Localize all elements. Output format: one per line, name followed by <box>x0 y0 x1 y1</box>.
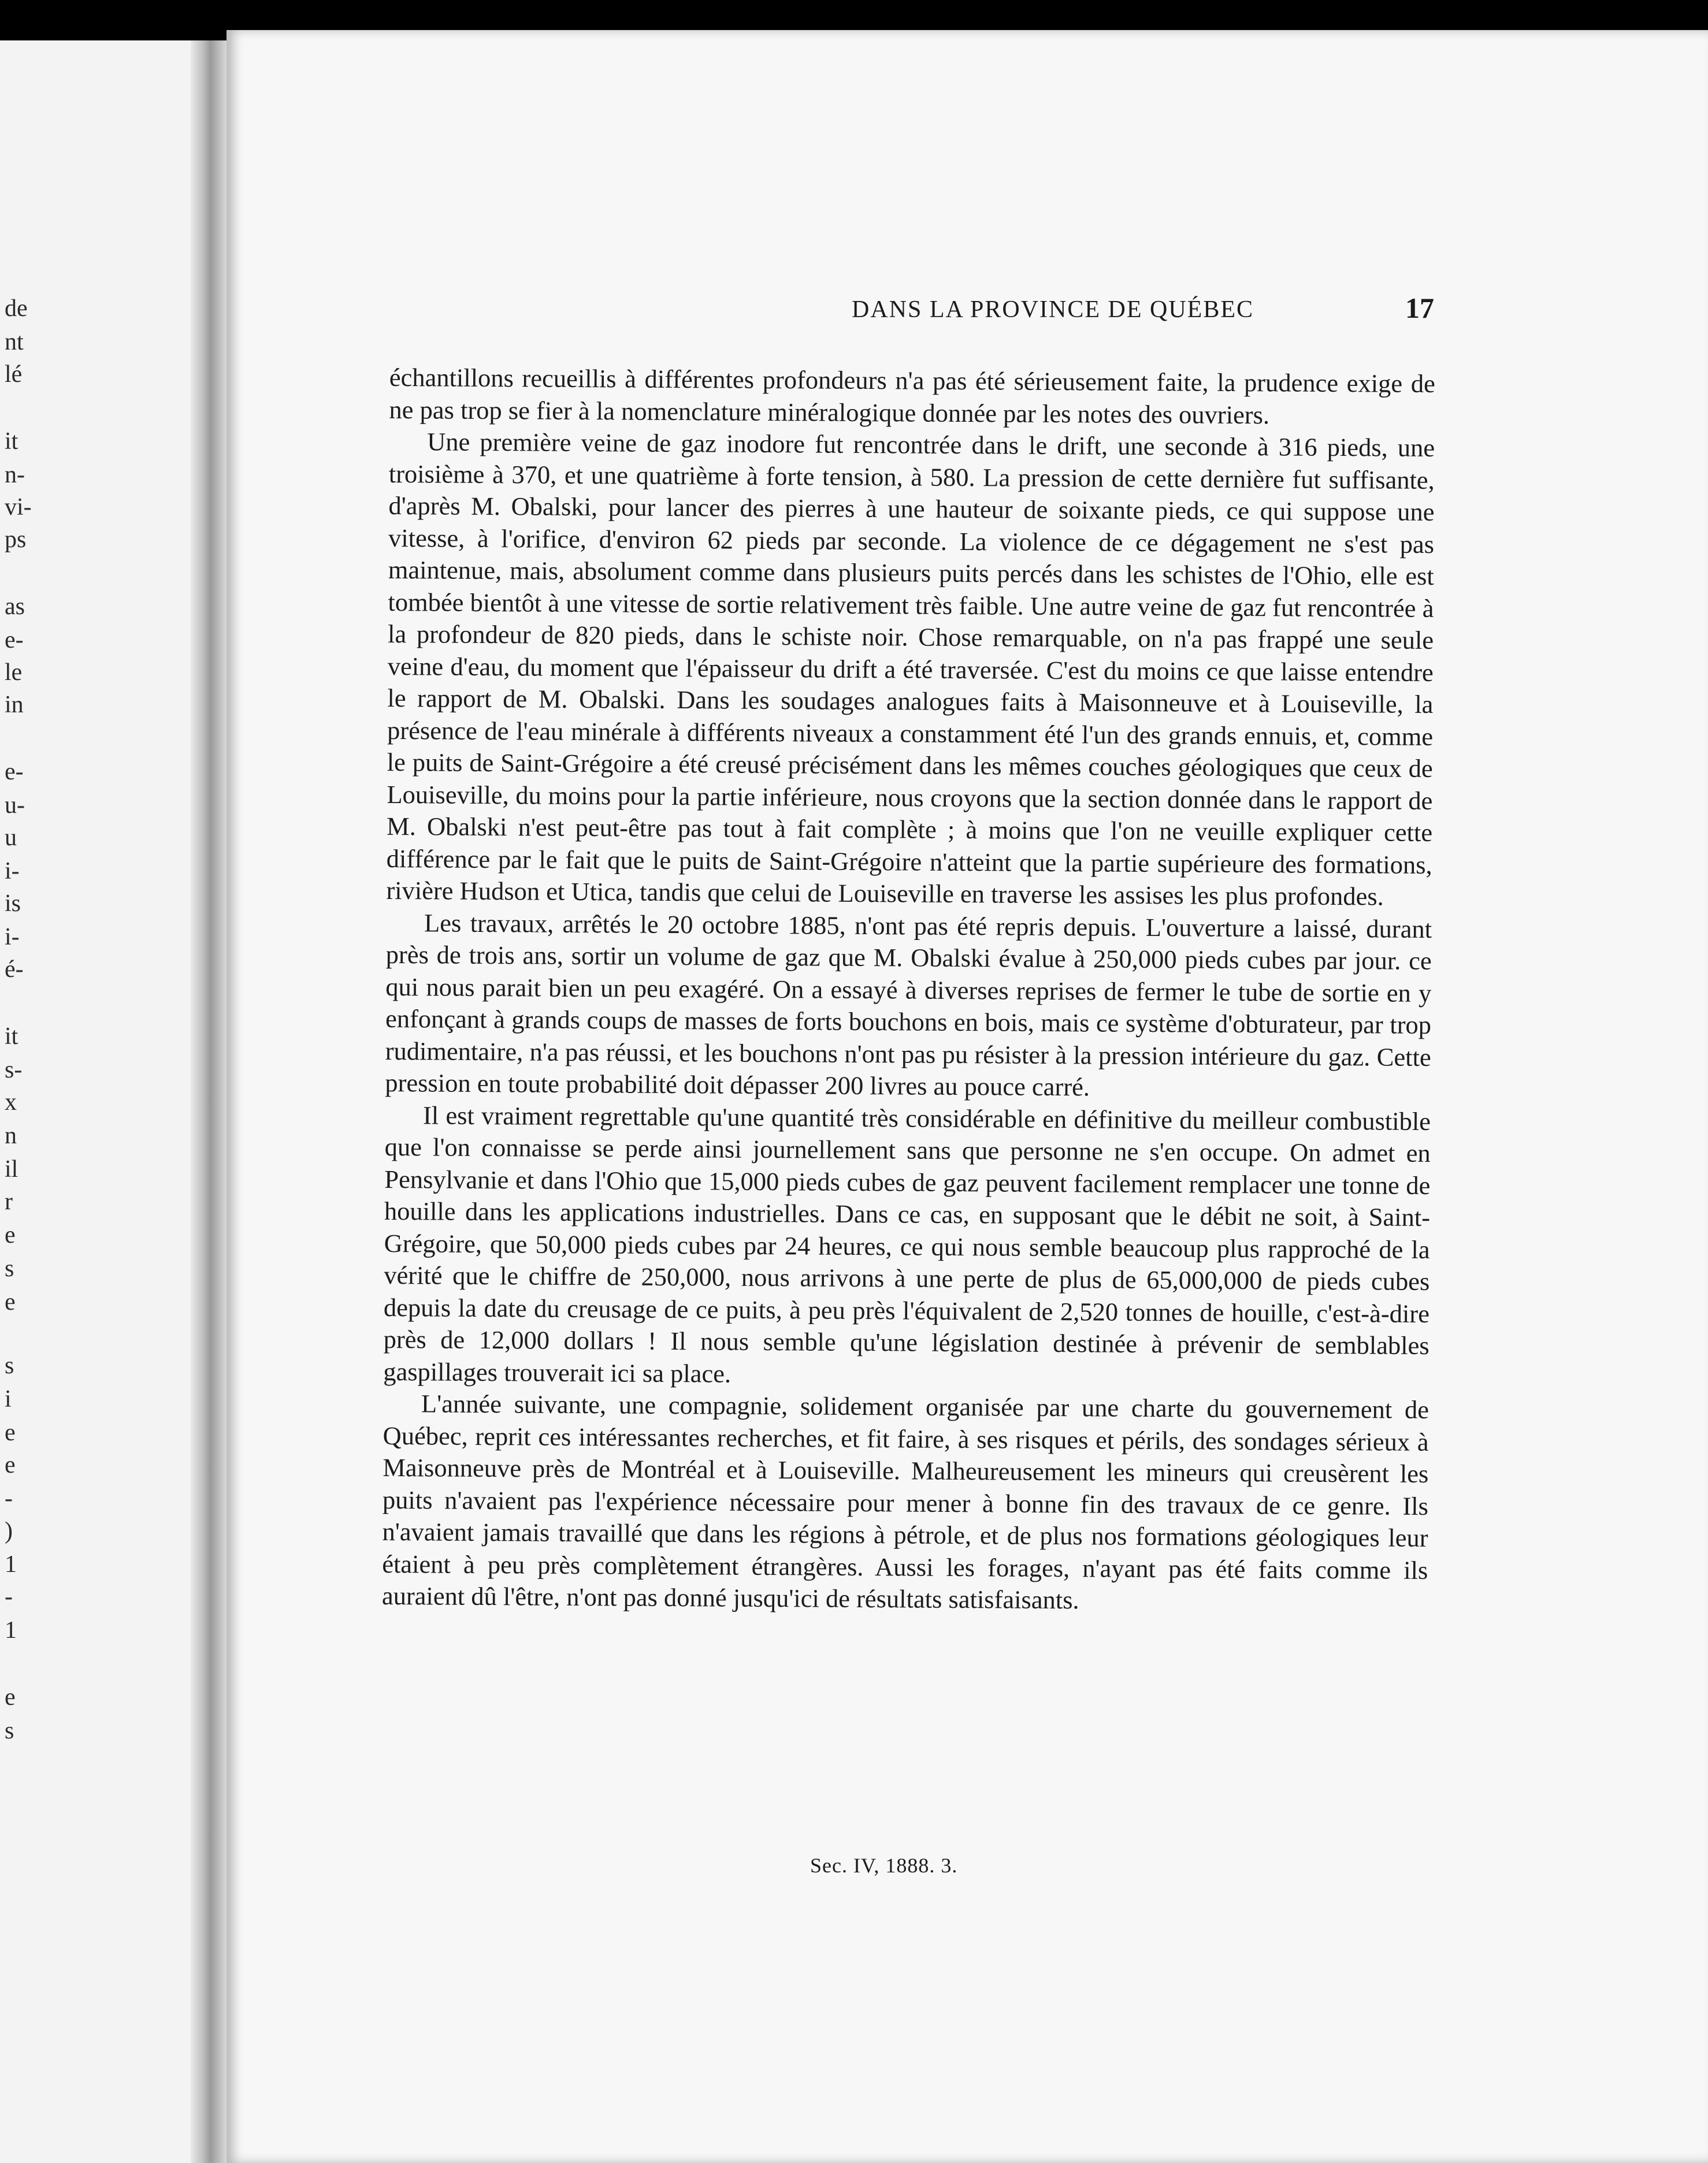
book-gutter <box>191 40 227 2163</box>
previous-page-line-fragment: 1 <box>5 1551 17 1578</box>
paragraph-4: Il est vraiment regrettable qu'une quantité très considérable en définitive du meilleur combustible que l'on connaisse se perde ainsi journellement sans que personne ne s'en occupe. On admet en Pensylvanie et dans l'Ohio que 15,000 pieds cubes de gaz peuvent facilement remplacer une tonne de houille dans les applications industrielles. Dans ce cas, en supposant que le débit ne soit, à Saint-Grégoire, que 50,000 pieds cubes par 24 heures, ce qui nous semble beaucoup plus rapproché de la vérité que le chiffre de 250,000, nous arrivons à une perte de plus de 65,000,000 de pieds cubes depuis la date du creusage de ce puits, à peu près l'équivalent de 2,520 tonnes de houille, c'est-à-dire près de 12,000 dollars ! Il nous semble qu'une législation destinée à prévenir de semblables gaspillages trouverait ici sa place. <box>383 1100 1431 1388</box>
previous-page-line-fragment: it <box>5 1023 18 1050</box>
previous-page-line-fragment: e <box>5 1222 16 1248</box>
previous-page-line-fragment: s <box>5 1255 14 1282</box>
previous-page-line-fragment: - <box>5 1485 13 1512</box>
previous-page-line-fragment: nt <box>5 329 24 355</box>
previous-page-line-fragment: s- <box>5 1057 23 1083</box>
previous-page-line-fragment: u <box>5 824 17 851</box>
previous-page-line-fragment: n- <box>5 462 25 488</box>
previous-page-line-fragment: i <box>5 1386 12 1413</box>
previous-page-line-fragment: u- <box>5 792 25 819</box>
previous-page-line-fragment: s <box>5 1352 14 1379</box>
previous-page-line-fragment: e <box>5 1452 16 1478</box>
previous-page-line-fragment: vi- <box>5 494 32 521</box>
previous-page-line-fragment: e- <box>5 759 24 785</box>
previous-page-line-fragment: - <box>5 1584 13 1610</box>
previous-page-line-fragment: it <box>5 428 18 455</box>
previous-page-line-fragment: lé <box>5 361 23 388</box>
previous-page-line-fragment: de <box>5 295 28 322</box>
previous-page-line-fragment: as <box>5 593 25 620</box>
previous-page-line-fragment: e- <box>5 627 24 653</box>
signature-mark: Sec. IV, 1888. 3. <box>810 1854 958 1877</box>
previous-page-line-fragment: e <box>5 1419 16 1446</box>
previous-page-line-fragment: ps <box>5 526 27 553</box>
paragraph-3: Les travaux, arrêtés le 20 octobre 1885, n'ont pas été repris depuis. L'ouverture a laissé, durant près de trois ans, sortir un volume de gaz que M. Obalski évalue à 250,000 pieds cubes par jour. ce qui nous parait bien un peu exagéré. On a essayé à diverses reprises de fermer le tube de sortie en y enfonçant à grands coups de masses de forts bouchons en bois, mais ce système d'obturateur, par trop rudimentaire, n'a pas réussi, et les bouchons n'ont pas pu résister à la pression intérieure du gaz. Cette pression en toute probabilité doit dépasser 200 livres au pouce carré. <box>385 908 1432 1102</box>
previous-page-line-fragment: le <box>5 659 23 686</box>
page <box>227 30 1708 2163</box>
previous-page-line-fragment: s <box>5 1718 14 1744</box>
previous-page-line-fragment: r <box>5 1188 13 1215</box>
previous-page-line-fragment: in <box>5 692 24 718</box>
previous-page-line-fragment: ) <box>5 1518 13 1544</box>
previous-page-line-fragment: e <box>5 1289 16 1315</box>
running-title: DANS LA PROVINCE DE QUÉBEC <box>851 296 1254 323</box>
previous-page-line-fragment: e <box>5 1684 16 1711</box>
page-number: 17 <box>1405 292 1434 324</box>
previous-page-line-fragment: x <box>5 1089 17 1116</box>
paragraph-5: L'année suivante, une compagnie, solidement organisée par une charte du gouvernement de Québec, reprit ces intéressantes recherches, et fit faire, à ses risques et périls, des sondages sérieux à Maisonneuve près de Montréal et à Louiseville. Malheureusement les mineurs qui creusèrent les puits n'avaient pas l'expérience nécessaire pour mener à bonne fin des travaux de ce genre. Ils n'avaient jamais travaillé que dans les régions à pétrole, et de plus nos formations géologiques leur étaient à peu près complètement étrangères. Aussi les forages, n'ayant pas été faits comme ils auraient dû l'être, n'ont pas donné jusqu'ici de résultats satisfaisants. <box>381 1389 1429 1615</box>
previous-page-line-fragment: n <box>5 1123 17 1149</box>
previous-page-line-fragment: 1 <box>5 1617 17 1644</box>
body-text <box>382 362 1435 1619</box>
previous-page-line-fragment: é- <box>5 956 24 983</box>
previous-page-line-fragment: is <box>5 890 21 917</box>
paragraph-1: échantillons recueillis à différentes profondeurs n'a pas été sérieusement faite, la prudence exige de ne pas trop se fier à la nomenclature minéralogique donnée par les notes des ouvriers. <box>389 362 1435 429</box>
previous-page-line-fragment: i- <box>5 858 20 884</box>
paragraph-2: Une première veine de gaz inodore fut rencontrée dans le drift, une seconde à 316 pieds, une troisième à 370, et une quatrième à forte tension, à 580. La pression de cette dernière fut suffisante, d'après M. Obalski, pour lancer des pierres à une hauteur de soixante pieds, ce qui suppose une vitesse, à l'orifice, d'environ 62 pieds par seconde. La violence de ce dégagement ne s'est pas maintenue, mais, absolument comme dans plusieurs puits percés dans les schistes de l'Ohio, elle est tombée bientôt à une vitesse de sortie relativement très faible. Une autre veine de gaz fut rencontrée à la profondeur de 820 pieds, dans le schiste noir. Chose remarquable, on n'a pas frappé une seule veine d'eau, du moment que l'épaisseur du drift a été traversée. C'est du moins ce que laisse entendre le rapport de M. Obalski. Dans les soudages analogues faits à Maisonneuve et à Louiseville, la présence de l'eau minérale à différents niveaux a constamment été l'un des grands ennuis, et, comme le puits de Saint-Grégoire a été creusé précisément dans les mêmes couches géologiques que ceux de Louiseville, du moins pour la partie inférieure, nous croyons que la section donnée dans le rapport de M. Obalski n'est peut-être pas tout à fait complète ; à moins que l'on ne veuille expliquer cette différence par le fait que le puits de Saint-Grégoire n'atteint que la partie supérieure des formations, rivière Hudson et Utica, tandis que celui de Louiseville en traverse les assises les plus profondes. <box>386 427 1435 911</box>
previous-page-line-fragment: i- <box>5 924 20 950</box>
previous-page-line-fragment: il <box>5 1156 18 1183</box>
